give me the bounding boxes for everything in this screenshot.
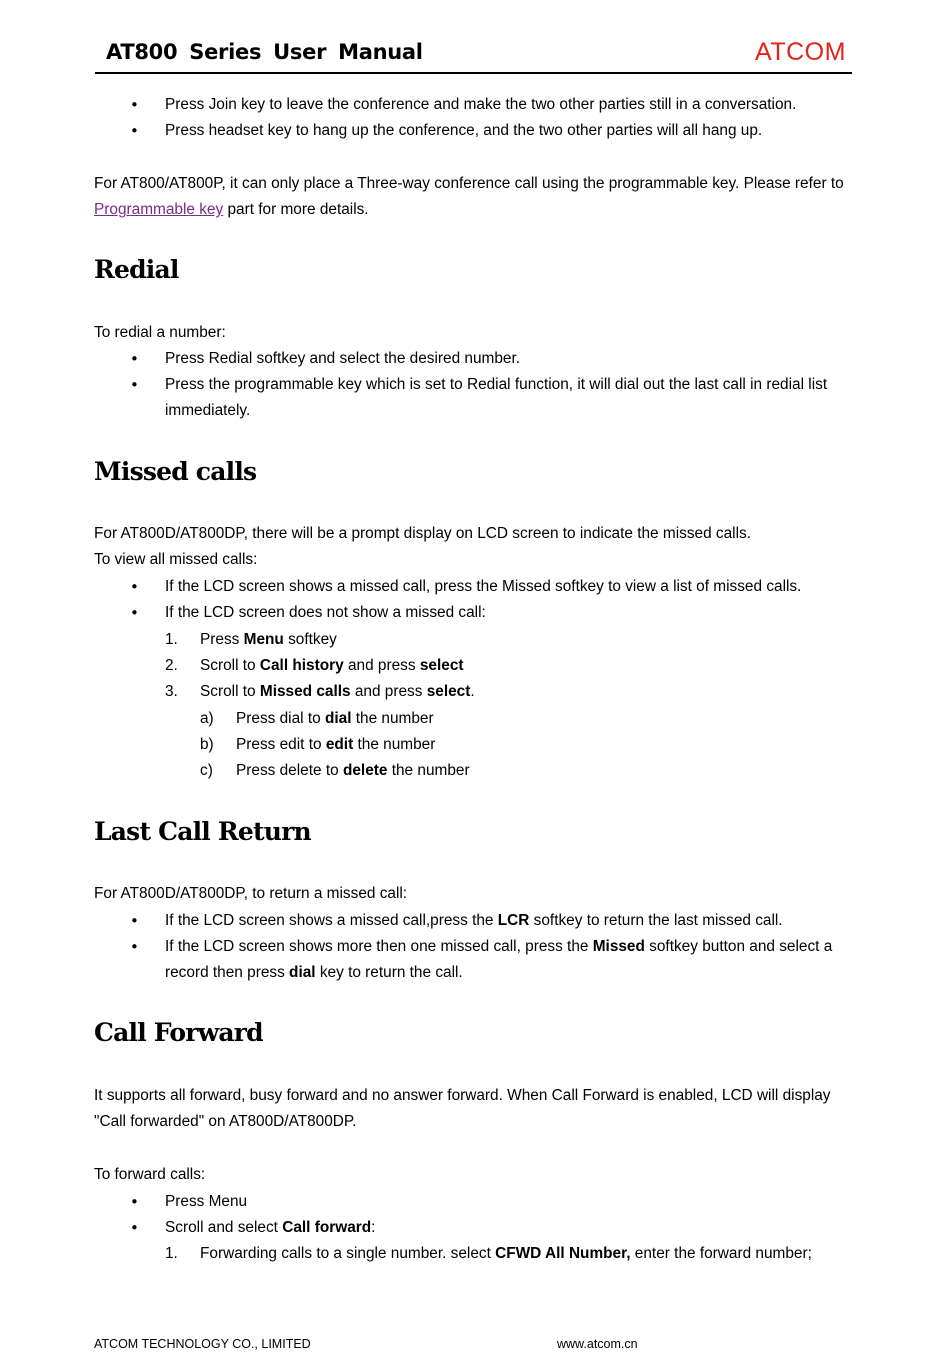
substep-label: c) — [200, 762, 213, 779]
bullet-icon: • — [130, 1193, 139, 1211]
list-item: If the LCD screen shows a missed call,press the LCR softkey to return the last missed call. — [165, 912, 783, 929]
forward-intro: It supports all forward, busy forward and no answer forward. When Call Forward is enabled, LCD will display "Call forwarded" on AT800D/AT800DP. — [94, 1087, 831, 1131]
list-item: Press edit to edit the number — [236, 736, 436, 753]
bullet-icon: • — [130, 1219, 139, 1237]
section-heading-call-forward: Call Forward — [94, 1018, 263, 1047]
lcr-intro: For AT800D/AT800DP, to return a missed call: — [94, 885, 408, 902]
section-heading-redial: Redial — [94, 255, 179, 284]
step-number: 1. — [165, 631, 178, 648]
bullet-icon: • — [130, 350, 139, 368]
bullet-icon: • — [130, 376, 139, 394]
bullet-icon: • — [130, 938, 139, 956]
section-heading-last-call-return: Last Call Return — [94, 817, 311, 846]
substep-label: a) — [200, 710, 214, 727]
missed-intro: For AT800D/AT800DP, there will be a prompt display on LCD screen to indicate the missed calls. — [94, 525, 751, 542]
atcom-logo: ATCOM — [755, 38, 846, 66]
redial-intro: To redial a number: — [94, 324, 226, 341]
list-item: Press Menu — [165, 1193, 248, 1210]
footer-company: ATCOM TECHNOLOGY CO., LIMITED — [94, 1337, 311, 1351]
list-item: Press dial to dial the number — [236, 710, 434, 727]
list-item: Press Join key to leave the conference and make the two other parties still in a conversation. — [165, 96, 797, 113]
bullet-icon: • — [130, 96, 139, 114]
section-heading-missed-calls: Missed calls — [94, 457, 257, 486]
forward-intro-2: To forward calls: — [94, 1166, 206, 1183]
missed-intro-2: To view all missed calls: — [94, 551, 258, 568]
manual-title: AT800 Series User Manual — [106, 40, 423, 64]
bullet-icon: • — [130, 912, 139, 930]
list-item: If the LCD screen does not show a missed call: — [165, 604, 486, 621]
header-divider — [95, 72, 852, 74]
footer-website: www.atcom.cn — [557, 1337, 638, 1351]
list-item: Press Menu softkey — [200, 631, 337, 648]
list-item: Scroll to Call history and press select — [200, 657, 464, 674]
bullet-icon: • — [130, 604, 139, 622]
list-item: Scroll and select Call forward: — [165, 1219, 376, 1236]
step-number: 2. — [165, 657, 178, 674]
step-number: 1. — [165, 1245, 178, 1262]
programmable-key-link[interactable]: Programmable key — [94, 201, 224, 219]
step-number: 3. — [165, 683, 178, 700]
list-item: If the LCD screen shows more then one missed call, press the Missed softkey button and select a record then press dial key to return the call. — [165, 938, 833, 982]
list-item: Scroll to Missed calls and press select. — [200, 683, 475, 700]
bullet-icon: • — [130, 122, 139, 140]
bullet-icon: • — [130, 578, 139, 596]
list-item: Forwarding calls to a single number. select CFWD All Number, enter the forward number; — [200, 1245, 812, 1262]
list-item: Press the programmable key which is set to Redial function, it will dial out the last call in redial list immediately. — [165, 376, 828, 420]
list-item: If the LCD screen shows a missed call, press the Missed softkey to view a list of missed calls. — [165, 578, 802, 595]
list-item: Press headset key to hang up the conference, and the two other parties will all hang up. — [165, 122, 763, 139]
list-item: Press Redial softkey and select the desired number. — [165, 350, 521, 367]
list-item: Press delete to delete the number — [236, 762, 470, 779]
conference-note: For AT800/AT800P, it can only place a Three-way conference call using the programmable key. Please refer to Programmable key part for more details. — [94, 175, 844, 219]
substep-label: b) — [200, 736, 214, 753]
